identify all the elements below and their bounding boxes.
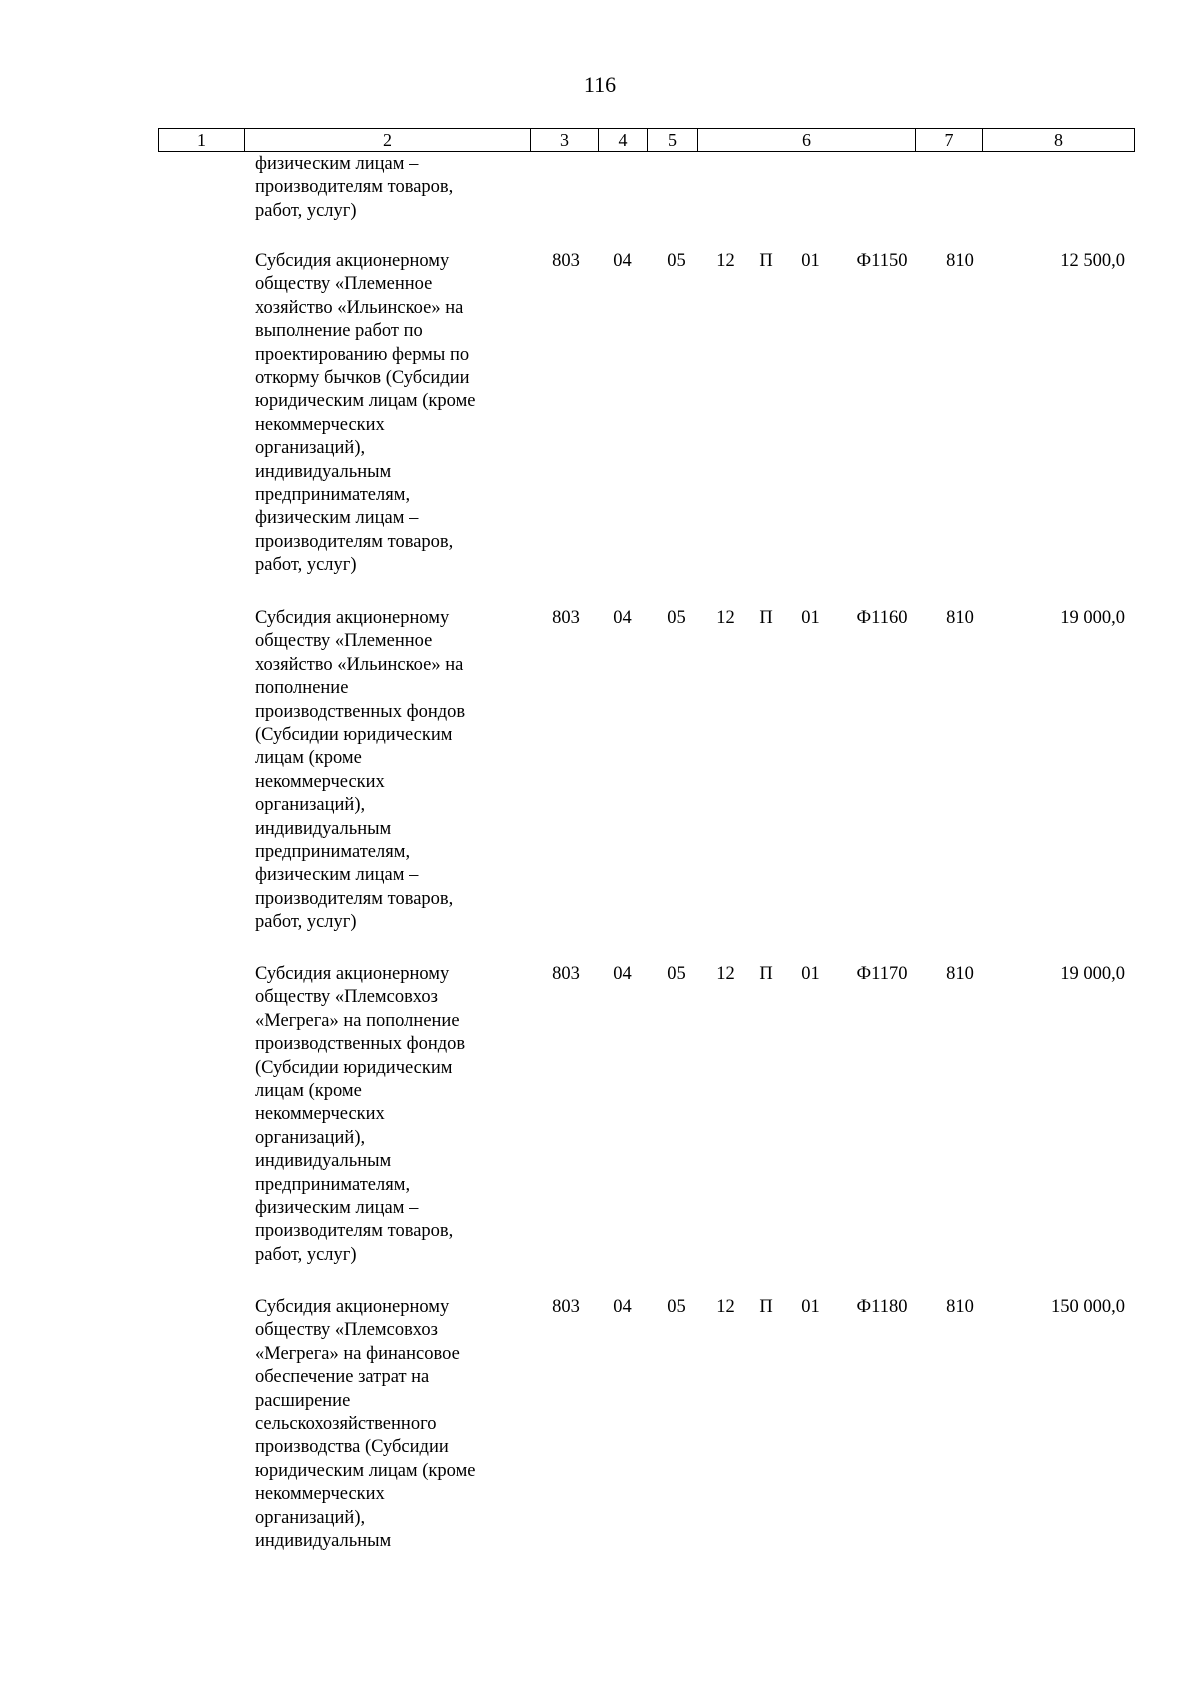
- row-code-7: 810: [946, 964, 974, 984]
- column-header-4: 4: [599, 129, 648, 152]
- row-code-6-sub: 01: [801, 964, 820, 984]
- row-code-3: 803: [552, 608, 580, 628]
- column-header-1: 1: [159, 129, 245, 152]
- column-header-8: 8: [983, 129, 1135, 152]
- row-amount: 12 500,0: [1060, 251, 1125, 271]
- row-amount: 19 000,0: [1060, 964, 1125, 984]
- row-code-7: 810: [946, 608, 974, 628]
- row-code-3: 803: [552, 1297, 580, 1317]
- row-code-6-program: 12: [716, 608, 735, 628]
- row-code-5: 05: [667, 608, 686, 628]
- row-code-7: 810: [946, 1297, 974, 1317]
- row-code-7: 810: [946, 251, 974, 271]
- column-header-2: 2: [245, 129, 531, 152]
- row-code-5: 05: [667, 964, 686, 984]
- row-amount: 19 000,0: [1060, 608, 1125, 628]
- row-code-6-sub: 01: [801, 1297, 820, 1317]
- row-description: Субсидия акционерному обществу «Племсовхоз «Мегрега» на финансовое обеспечение затрат на расширение сельскохозяйственного производства (Субсидии юридическим лицам (кроме некоммерческих организаций), индивидуальным: [255, 1297, 476, 1552]
- row-description: Субсидия акционерному обществу «Племенное хозяйство «Ильинское» на пополнение производственных фондов (Субсидии юридическим лицам (кроме некоммерческих организаций), индивидуальным предпринимателям, физическим лицам – производителям товаров, работ, услуг): [255, 608, 466, 933]
- row-code-6-type: П: [759, 608, 773, 628]
- column-header-6: 6: [698, 129, 916, 152]
- row-code-6-program: 12: [716, 1297, 735, 1317]
- row-code-3: 803: [552, 251, 580, 271]
- row-code-6-direction: Ф1180: [856, 1297, 908, 1317]
- row-code-4: 04: [613, 1297, 632, 1317]
- row-code-6-type: П: [759, 251, 773, 271]
- row-amount: 150 000,0: [1051, 1297, 1125, 1317]
- row-code-6-direction: Ф1170: [856, 964, 908, 984]
- row-code-6-direction: Ф1150: [856, 251, 908, 271]
- row-code-4: 04: [613, 251, 632, 271]
- row-code-6-sub: 01: [801, 608, 820, 628]
- row-code-4: 04: [613, 608, 632, 628]
- row-code-6-program: 12: [716, 964, 735, 984]
- row-code-6-type: П: [759, 964, 773, 984]
- row-code-6-sub: 01: [801, 251, 820, 271]
- page-number: 116: [583, 72, 617, 97]
- column-header-table: [158, 128, 1135, 152]
- column-header-5: 5: [648, 129, 698, 152]
- row-code-6-program: 12: [716, 251, 735, 271]
- column-header-row: [159, 129, 1135, 152]
- column-header-7: 7: [916, 129, 983, 152]
- row-code-5: 05: [667, 251, 686, 271]
- row-code-3: 803: [552, 964, 580, 984]
- column-header-3: 3: [531, 129, 599, 152]
- row-code-4: 04: [613, 964, 632, 984]
- row-description: Субсидия акционерному обществу «Племенное хозяйство «Ильинское» на выполнение работ по проектированию фермы по откорму бычков (Субсидии юридическим лицам (кроме некоммерческих организаций), индивидуальным предпринимателям, физическим лицам – производителям товаров, работ, услуг): [255, 251, 476, 576]
- row-description: Субсидия акционерному обществу «Племсовхоз «Мегрега» на пополнение производственных фондов (Субсидии юридическим лицам (кроме некоммерческих организаций), индивидуальным предпринимателям, физическим лицам – производителям товаров, работ, услуг): [255, 964, 466, 1265]
- row-code-6-type: П: [759, 1297, 773, 1317]
- row-code-5: 05: [667, 1297, 686, 1317]
- continuation-text: физическим лицам – производителям товаров, работ, услуг): [255, 154, 454, 221]
- row-code-6-direction: Ф1160: [856, 608, 908, 628]
